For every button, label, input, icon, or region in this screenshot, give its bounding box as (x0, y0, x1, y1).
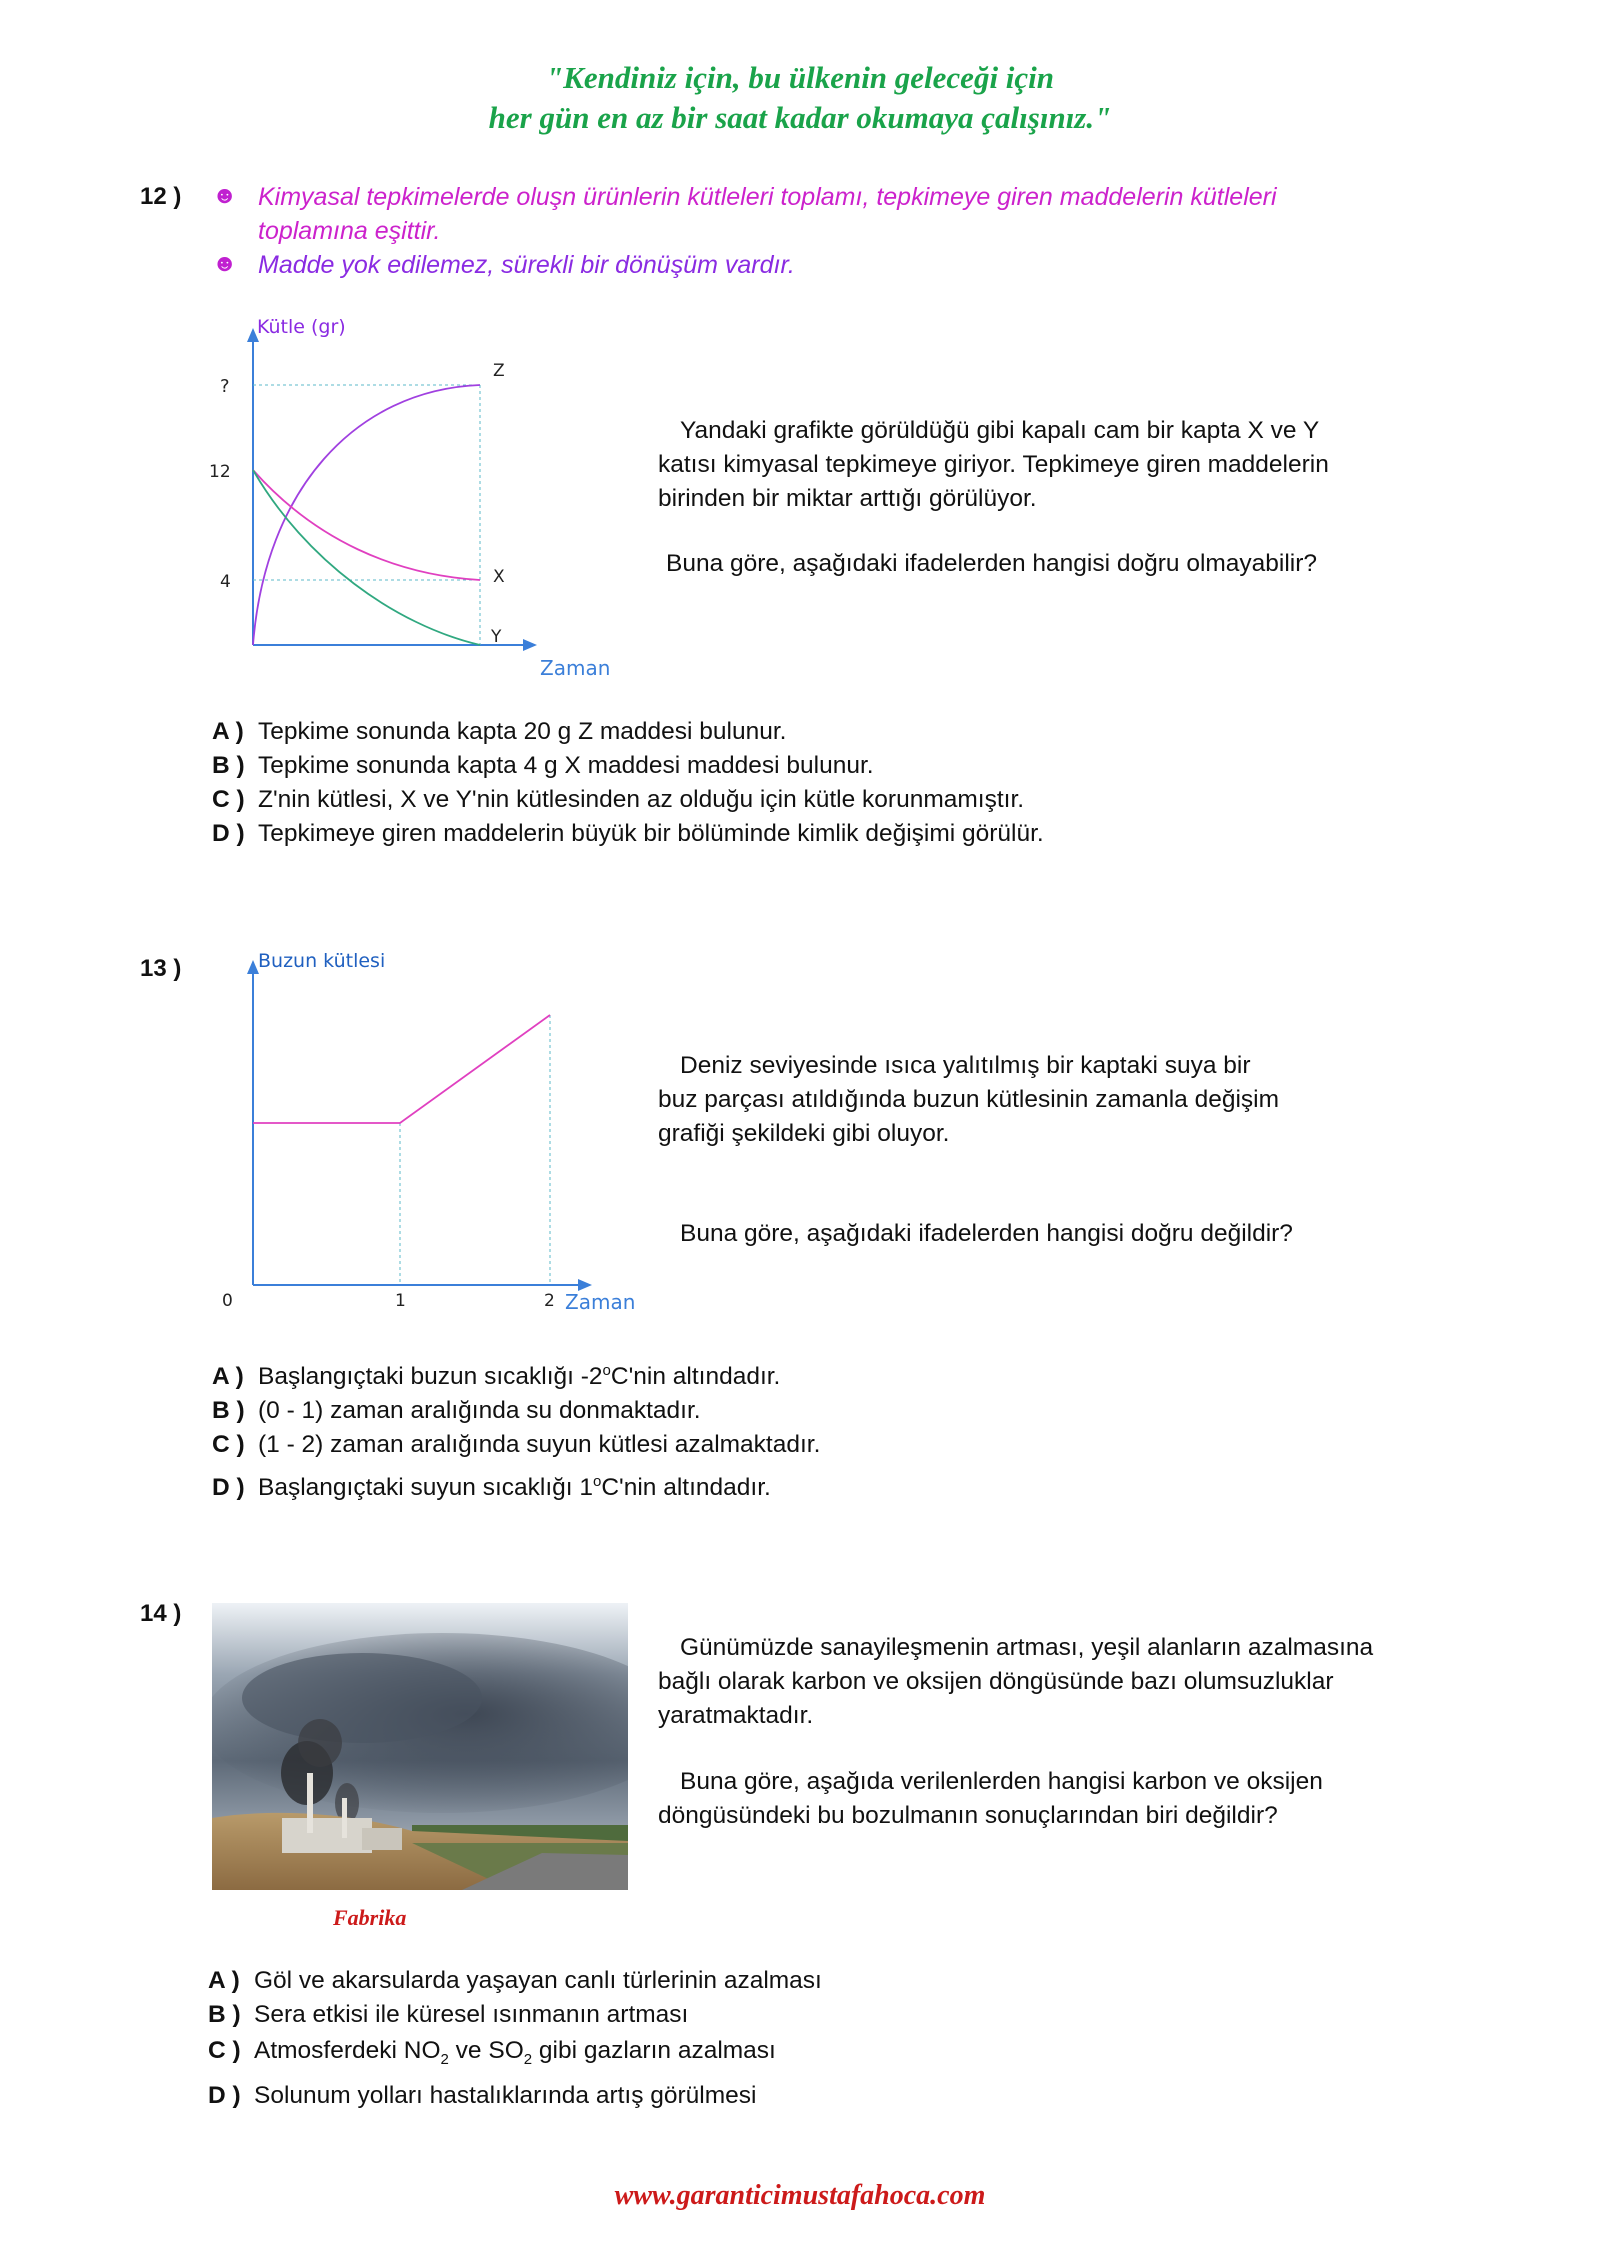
law1-line1: Kimyasal tepkimelerde oluşn ürünlerin kütleleri toplamı, tepkimeye giren maddelerin kütleleri (258, 183, 1277, 211)
q13-option-c[interactable] (212, 1428, 820, 1462)
option-letter: D ) (208, 2081, 241, 2109)
option-letter: D ) (212, 820, 245, 847)
q14-question-line1: Buna göre, aşağıda verilenlerden hangisi karbon ve oksijen (680, 1768, 1323, 1795)
y-axis-label: Buzun kütlesi (258, 950, 386, 972)
q14-question-line2: döngüsündeki bu bozulmanın sonuçlarından biri değildir? (658, 1802, 1278, 1829)
option-letter: D ) (212, 1474, 245, 1502)
q12-mass-time-chart (195, 310, 635, 680)
law1-line2: toplamına eşittir. (258, 217, 441, 245)
option-letter: B ) (208, 2001, 241, 2028)
q14-option-c[interactable] (208, 2034, 822, 2077)
x-tick-1: 1 (395, 1291, 406, 1311)
ice-mass-line (253, 1015, 550, 1123)
smiley-bullet-icon: ☻ (212, 182, 238, 209)
x-tick-0: 0 (222, 1291, 233, 1311)
option-text: Başlangıçtaki suyun sıcaklığı 1 (258, 1474, 594, 1502)
q13-question: Buna göre, aşağıdaki ifadelerden hangisi doğru değildir? (680, 1220, 1293, 1247)
photo-caption: Fabrika (333, 1905, 407, 1930)
q12-desc-line2: katısı kimyasal tepkimeye giriyor. Tepkimeye giren maddelerin (658, 451, 1329, 478)
q13-description (658, 1049, 1279, 1151)
curve-label-y: Y (491, 627, 502, 647)
q13-desc-line3: grafiği şekildeki gibi oluyor. (658, 1120, 950, 1147)
factory-photo (212, 1603, 628, 1890)
q12-option-b[interactable] (212, 749, 1044, 783)
q12-question: Buna göre, aşağıdaki ifadelerden hangisi doğru olmayabilir? (666, 550, 1318, 577)
option-letter: C ) (212, 786, 245, 813)
law2-text: Madde yok edilemez, sürekli bir dönüşüm vardır. (258, 251, 795, 279)
option-text: Solunum yolları hastalıklarında artış görülmesi (254, 2081, 757, 2109)
q12-desc-line3: birinden bir miktar arttığı görülüyor. (658, 485, 1037, 512)
option-text-end: gibi gazların azalması (532, 2037, 776, 2064)
q13-ice-mass-chart (200, 940, 640, 1320)
q13-option-d[interactable] (212, 1465, 820, 1505)
option-letter: C ) (212, 1431, 245, 1459)
option-text-end: C'nin altındadır. (610, 1363, 781, 1391)
option-text-end: C'nin altındadır. (601, 1474, 771, 1502)
option-text: Tepkime sonunda kapta 20 g Z maddesi bulunur. (258, 718, 787, 745)
option-text: Göl ve akarsularda yaşayan canlı türlerinin azalması (254, 1967, 822, 1994)
q14-options (208, 1964, 822, 2113)
q13-desc-line2: buz parçası atıldığında buzun kütlesinin zamanla değişim (658, 1086, 1280, 1113)
q12-desc-line1: Yandaki grafikte görüldüğü gibi kapalı cam bir kapta X ve Y (680, 417, 1320, 444)
option-text: Z'nin kütlesi, X ve Y'nin kütlesinden az olduğu için kütle korunmamıştır. (258, 786, 1025, 813)
option-letter: A ) (212, 1363, 244, 1391)
y-tick-4: 4 (220, 572, 231, 592)
header-quote-line2: her gün en az bir saat kadar okumaya çalışınız." (488, 100, 1112, 135)
option-text: Sera etkisi ile küresel ısınmanın artması (254, 2001, 689, 2028)
option-letter: A ) (212, 718, 244, 745)
header-quote-line1: "Kendiniz için, bu ülkenin geleceği için (545, 60, 1055, 95)
x-axis-arrow-icon (523, 639, 537, 651)
q12-description (658, 414, 1329, 516)
option-letter: B ) (212, 1397, 245, 1425)
option-text: Atmosferdeki NO (254, 2037, 441, 2064)
y-axis-label: Kütle (gr) (257, 316, 346, 338)
curve-y (253, 470, 480, 645)
degree-sup: o (593, 1473, 602, 1491)
x-axis-label: Zaman (540, 656, 611, 680)
q13-options (212, 1354, 820, 1505)
subscript: 2 (440, 2050, 449, 2068)
q14-desc-line2: bağlı olarak karbon ve oksijen döngüsünde bazı olumsuzluklar (658, 1668, 1334, 1695)
option-text: Tepkime sonunda kapta 4 g X maddesi maddesi bulunur. (258, 752, 874, 779)
curve-z (253, 385, 480, 645)
q14-description (658, 1631, 1373, 1833)
smiley-bullet-icon: ☻ (212, 250, 238, 277)
q14-desc-line1: Günümüzde sanayileşmenin artması, yeşil alanların azalmasına (680, 1634, 1374, 1661)
y-tick-unknown: ? (220, 376, 230, 397)
option-text: (0 - 1) zaman aralığında su donmaktadır. (258, 1397, 701, 1425)
q14-option-d[interactable] (208, 2079, 822, 2113)
q14-option-b[interactable] (208, 1998, 822, 2032)
q14-option-a[interactable] (208, 1964, 822, 1998)
question-14-number: 14 ) (140, 1600, 182, 1627)
q13-option-a[interactable] (212, 1354, 820, 1394)
subscript: 2 (523, 2050, 533, 2068)
q12-option-a[interactable] (212, 715, 1044, 749)
curve-label-z: Z (493, 361, 505, 381)
option-text: Başlangıçtaki buzun sıcaklığı -2 (258, 1363, 603, 1391)
q14-desc-line3: yaratmaktadır. (658, 1702, 814, 1729)
option-letter: C ) (208, 2037, 241, 2064)
q13-desc-line1: Deniz seviyesinde ısıca yalıtılmış bir kaptaki suya bir (680, 1052, 1251, 1079)
question-12-number: 12 ) (140, 183, 182, 210)
x-tick-2: 2 (544, 1291, 555, 1311)
x-axis-label: Zaman (565, 1290, 636, 1314)
option-letter: A ) (208, 1967, 240, 1994)
curve-label-x: X (493, 567, 505, 587)
question-13-number: 13 ) (140, 955, 182, 982)
option-text: (1 - 2) zaman aralığında suyun kütlesi azalmaktadır. (258, 1431, 821, 1459)
degree-sup: o (602, 1362, 611, 1379)
footer-website-link[interactable]: www.garanticimustafahoca.com (614, 2180, 986, 2211)
option-letter: B ) (212, 752, 245, 779)
option-text-mid: ve SO (448, 2037, 524, 2064)
q12-option-d[interactable] (212, 817, 1044, 851)
option-text: Tepkimeye giren maddelerin büyük bir bölüminde kimlik değişimi görülür. (258, 820, 1044, 847)
q12-option-c[interactable] (212, 783, 1044, 817)
q12-options (212, 715, 1044, 851)
q13-option-b[interactable] (212, 1394, 820, 1428)
curve-x (253, 470, 480, 580)
mass-conservation-law (258, 180, 1277, 248)
y-tick-12: 12 (209, 462, 231, 482)
